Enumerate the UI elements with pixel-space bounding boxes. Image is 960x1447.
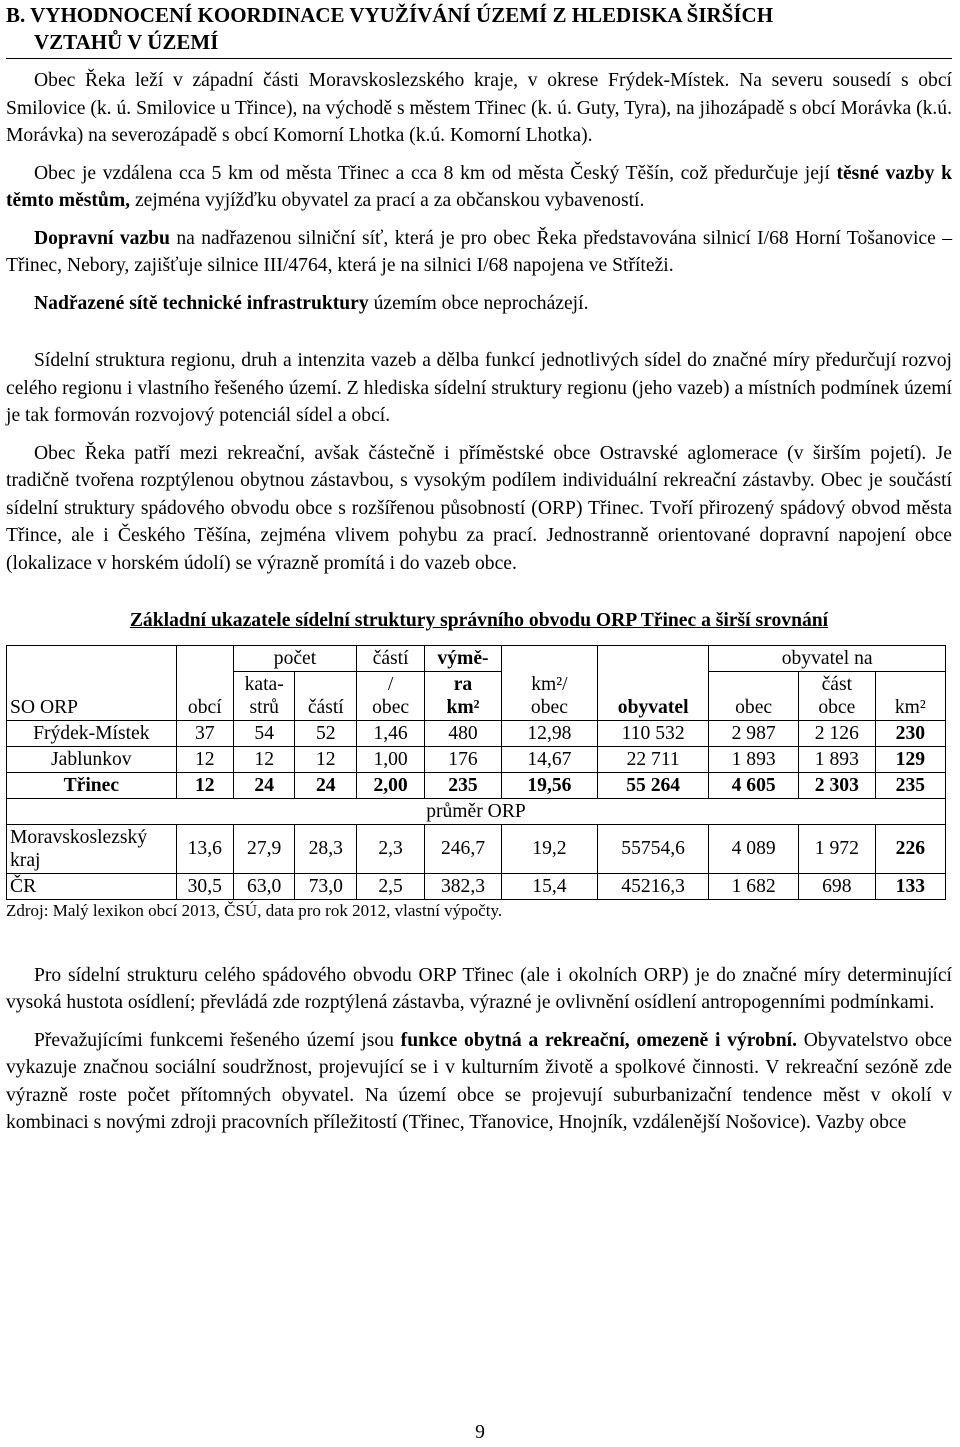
header-obyvatel-na: obyvatel na — [709, 645, 946, 671]
cell: 12 — [176, 746, 233, 772]
header-km2-obec — [501, 645, 597, 720]
cell: 55754,6 — [598, 824, 709, 873]
cell: 12 — [295, 746, 357, 772]
cell: 54 — [233, 720, 295, 746]
row-name: ČR — [7, 873, 177, 899]
header-vymera — [425, 671, 502, 720]
cell: 129 — [875, 746, 945, 772]
cell: 176 — [425, 746, 502, 772]
cell: 1,46 — [357, 720, 425, 746]
header-obci: obcí — [176, 645, 233, 720]
header-text: obce — [818, 696, 856, 718]
cell: 480 — [425, 720, 502, 746]
text: územím obce neprocházejí. — [368, 292, 589, 314]
paragraph-recreation: Obec Řeka patří mezi rekreační, avšak částečně i příměstské obce Ostravské aglomerace (v širším pojetí). Je tradičně tvořena rozptýlenou obytnou zástavbou, s vysokým podílem individuální rekreační zástavby. Obec je součástí sídelní struktury spádového obvodu obce s rozšířenou působností (ORP) Třinec. Tvoří přirozený spádový obvod města Třince, ale i Českého Těšína, zejména vlivem pohybu za prací. Jednostranně orientované dopravní napojení obce (lokalizace v horském údolí) se výrazně promítá i do vazeb obce. — [6, 442, 952, 574]
cell: 27,9 — [233, 824, 295, 873]
table-row — [7, 720, 946, 746]
header-casti-obec — [357, 671, 425, 720]
header-katastru — [233, 671, 295, 720]
heading-rule — [6, 58, 952, 59]
cell: 1 682 — [709, 873, 799, 899]
cell: 30,5 — [176, 873, 233, 899]
heading-line-2: VZTAHŮ V ÚZEMÍ — [34, 30, 219, 54]
header-casti-top: částí — [357, 645, 425, 671]
cell: 22 711 — [598, 746, 709, 772]
section-heading — [6, 0, 952, 56]
cell: 1 893 — [709, 746, 799, 772]
cell: 2,5 — [357, 873, 425, 899]
text: Obyvatelstvo obce vykazuje značnou sociální soudržnost, projevující se i v kulturním životě a spolkové činnosti. V rekreační sezóně zde výrazně roste počet přítomných obyvatel. Na území obce se projevují suburbanizační tendence měst v okolí v kombinaci s novými zdroji pracovních příležitostí (Třinec, Třanovice, Hnojník, vzdálenější Nošovice). Vazby obce — [6, 1029, 952, 1133]
cell: 1 972 — [798, 824, 875, 873]
cell: 24 — [295, 772, 357, 798]
header-text: část — [821, 673, 853, 695]
row-name: Třinec — [7, 772, 177, 798]
header-text: / — [387, 673, 394, 695]
bold-text: funkce obytná a rekreační, omezeně i výrobní. — [400, 1029, 798, 1051]
bold-text: těsné vazby k těmto městům, — [6, 162, 952, 211]
cell: 2 303 — [798, 772, 875, 798]
cell: 698 — [798, 873, 875, 899]
page-number: 9 — [475, 1422, 485, 1443]
cell: 230 — [875, 720, 945, 746]
cell: 2,3 — [357, 824, 425, 873]
paragraph-distance — [6, 160, 952, 215]
table-header-row — [7, 645, 946, 671]
row-name: Frýdek-Místek — [7, 720, 177, 746]
header-text: km² — [446, 696, 480, 718]
cell: 1,00 — [357, 746, 425, 772]
cell: 1 893 — [798, 746, 875, 772]
header-text: km²/ — [531, 673, 568, 695]
cell: 226 — [875, 824, 945, 873]
header-casti: částí — [295, 671, 357, 720]
table-source: Zdroj: Malý lexikon obcí 2013, ČSÚ, data pro rok 2012, vlastní výpočty. — [6, 900, 503, 920]
cell: 4 605 — [709, 772, 799, 798]
row-name: Jablunkov — [7, 746, 177, 772]
table-row — [7, 824, 946, 873]
header-pocet: počet — [233, 645, 356, 671]
average-label: průměr ORP — [7, 798, 946, 824]
cell: 12 — [176, 772, 233, 798]
heading-line-1: B. VYHODNOCENÍ KOORDINACE VYUŽÍVÁNÍ ÚZEMÍ Z HLEDISKA ŠIRŠÍCH — [6, 3, 774, 27]
cell: 37 — [176, 720, 233, 746]
cell: 235 — [425, 772, 502, 798]
cell: 2,00 — [357, 772, 425, 798]
cell: 2 987 — [709, 720, 799, 746]
cell: 110 532 — [598, 720, 709, 746]
cell: 246,7 — [425, 824, 502, 873]
cell: 14,67 — [501, 746, 597, 772]
header-obec: obec — [709, 671, 799, 720]
cell: 52 — [295, 720, 357, 746]
cell: 15,4 — [501, 873, 597, 899]
text: zejména vyjížďku obyvatel za prací a za občanskou vybaveností. — [130, 190, 645, 211]
text: na nadřazenou silniční síť, která je pro obec Řeka představována silnicí I/68 Horní Tošanovice – Třinec, Nebory, zajišťuje silnice III/4764, která je na silnici I/68 napojena ve Stříteži. — [6, 227, 952, 276]
cell: 63,0 — [233, 873, 295, 899]
table-row — [7, 746, 946, 772]
cell: 12,98 — [501, 720, 597, 746]
cell: 19,2 — [501, 824, 597, 873]
paragraph-location: Obec Řeka leží v západní části Moravskoslezského kraje, v okrese Frýdek-Místek. Na severu sousedí s obcí Smilovice (k. ú. Smilovice u Třince), na východě s městem Třinec (k. ú. Guty, Tyra), na jihozápadě s obcí Morávka (k.ú. Morávka) na severozápadě s obcí Komorní Lhotka (k.ú. Komorní Lhotka). — [6, 70, 952, 146]
paragraph-functions — [6, 1027, 952, 1137]
header-cast-obce — [798, 671, 875, 720]
paragraph-transport — [6, 225, 952, 280]
paragraph-density: Pro sídelní strukturu celého spádového obvodu ORP Třinec (ale i okolních ORP) je do značné míry determinující vysoká hustota osídlení; převládá zde rozptýlená zástavba, výrazné je ovlivnění osídlení antropogenními podmínkami. — [6, 964, 952, 1013]
text: Převažujícími funkcemi řešeného území jsou — [34, 1029, 401, 1051]
bold-text: Nadřazené sítě technické infrastruktury — [34, 292, 369, 314]
header-vymera-top: výmě- — [425, 645, 502, 671]
header-text: obec — [372, 696, 410, 718]
header-text: strů — [249, 696, 279, 718]
cell: 235 — [875, 772, 945, 798]
cell: 4 089 — [709, 824, 799, 873]
bold-text: Dopravní vazbu — [34, 227, 170, 249]
paragraph-settlement: Sídelní struktura regionu, druh a intenzita vazeb a dělba funkcí jednotlivých sídel do značné míry předurčují rozvoj celého regionu i vlastního řešeného území. Z hlediska sídelní struktury regionu (jeho vazeb) a místních podmínek území je tak formován rozvojový potenciál sídel a obcí. — [6, 350, 952, 426]
text: Obec je vzdálena cca 5 km od města Třinec a cca 8 km od města Český Těšín, což předurčuje její — [34, 162, 837, 184]
header-text: kata- — [244, 673, 284, 695]
row-name: Moravskoslezský kraj — [7, 824, 177, 873]
settlement-table — [6, 645, 946, 900]
header-text: obec — [530, 696, 568, 718]
cell: 2 126 — [798, 720, 875, 746]
table-row-average-label — [7, 798, 946, 824]
header-obyvatel: obyvatel — [598, 645, 709, 720]
cell: 55 264 — [598, 772, 709, 798]
header-km2: km² — [875, 671, 945, 720]
cell: 382,3 — [425, 873, 502, 899]
cell: 12 — [233, 746, 295, 772]
header-text: ra — [453, 673, 473, 695]
cell: 24 — [233, 772, 295, 798]
cell: 133 — [875, 873, 945, 899]
cell: 13,6 — [176, 824, 233, 873]
table-caption: Základní ukazatele sídelní struktury správního obvodu ORP Třinec a širší srovnání — [129, 610, 829, 631]
table-row — [7, 772, 946, 798]
cell: 19,56 — [501, 772, 597, 798]
cell: 45216,3 — [598, 873, 709, 899]
cell: 28,3 — [295, 824, 357, 873]
paragraph-infrastructure — [6, 290, 952, 318]
page — [6, 0, 952, 1137]
cell: 73,0 — [295, 873, 357, 899]
table-row — [7, 873, 946, 899]
header-so-orp: SO ORP — [7, 645, 177, 720]
